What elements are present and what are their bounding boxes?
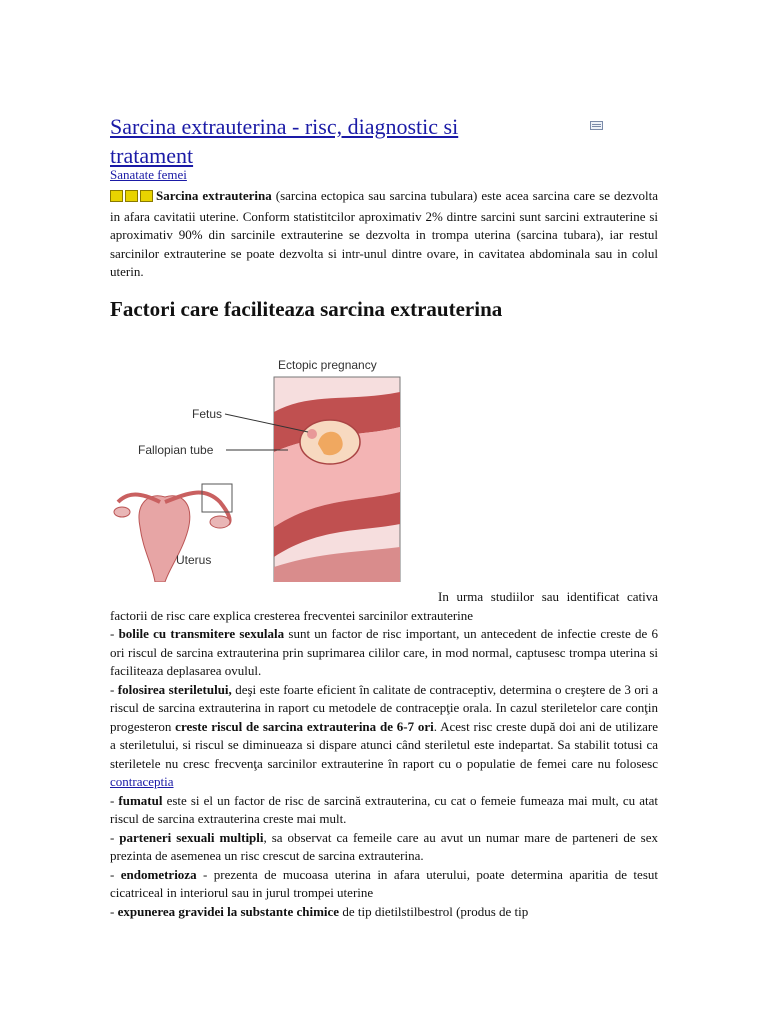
section-heading: Factori care faciliteaza sarcina extrauterina <box>110 297 503 321</box>
factor-endometriosis-text: - prezenta de mucoasa uterina in afara uterului, poate determina aparitia de tesut cicatriceal in interiorul sau in jurul trompei uterine <box>110 866 658 900</box>
factor-chemicals-text: de tip dietilstilbestrol (produs de tip <box>339 903 529 919</box>
factor-smoking-text: este si el un factor de risc de sarcină extrauterina, cu cat o femeie fumeaza mai mult, cu atat riscul de sarcina extrauterina creste mai mult. <box>110 792 658 826</box>
ovary-shape <box>210 516 230 528</box>
factor-iud-text-a: deşi este foarte eficient în calitate de contraceptiv, determina o creştere de 3 ori a riscul de sarcina extrauterina in raport cu metodele de contracepţie orala. In cazul steriletelor care conţin progesteron <box>110 681 658 734</box>
star-icon[interactable] <box>110 190 123 202</box>
factor-smoking-term: fumatul <box>118 792 163 808</box>
rating-stars[interactable] <box>110 189 155 208</box>
label-fetus: Fetus <box>192 407 223 421</box>
factor-partners-term: parteneri sexuali multipli <box>119 829 264 845</box>
intro-term: Sarcina extrauterina <box>156 188 272 203</box>
figure-title: Ectopic pregnancy <box>278 358 377 372</box>
left-ovary-shape <box>114 507 130 517</box>
star-icon[interactable] <box>140 190 153 202</box>
intro-text: (sarcina ectopica sau sarcina tubulara) este acea sarcina care se dezvolta in afara cavitatii uterine. Conform statistitcilor aproximativ 2% dintre sarcini sunt sarcini extrauterine si aproximativ 90% din sarcinile extrauterine se dezvolta in trompa uterina (sarcina tubara), iar restul sarcinilor extrauterine se poate dezvolta si intr-unul dintre ovare, in cavitatea abdominala sau in colul uterin. <box>110 188 659 279</box>
star-icon[interactable] <box>125 190 138 202</box>
intro-paragraph <box>110 187 658 282</box>
factor-iud-bold: creste riscul de sarcina extrauterina de 6-7 ori <box>175 718 434 734</box>
yolk-sac <box>307 429 317 439</box>
factor-std-term: bolile cu transmitere sexulala <box>118 626 285 641</box>
ectopic-pregnancy-figure <box>110 352 410 582</box>
ectopic-pregnancy-illustration <box>110 352 410 582</box>
label-uterus: Uterus <box>176 553 212 567</box>
factor-iud-term: folosirea steriletului, <box>117 681 232 697</box>
risk-factors-text: In urma studiilor sau identificat cativa factorii de risc care explica cresterea frecventei sarcinilor extrauterine - bolile cu transmitere sexulala sunt un factor de risc important, un antecedent de infectie creste de 6 ori riscul de sarcina extrauterina prin suprimarea cililor care, in mod normal, captusesc trompa uterina si faciliteaza deplasarea ovulul. - folosirea steriletului, deşi este foarte eficient în calitate de contraceptiv, determina o creştere de 3 ori a riscul de sarcina extrauterina in raport cu metodele de contracepţie orala. In cazul steriletelor care conţin progesteron creste riscul de sarcina extrauterina de 6-7 ori. Acest risc creste după doi ani de utilizare a steriletului, si riscul se diminueaza si dispare atunci când steriletul este indepartat. Sa stabilit totusi ca steriletele nu cresc frecvenţa sarcinilor extrauterine în raport cu o populatie de femei care nu folosesc contraceptia - fumatul este si el un factor de risc de sarcină extrauterina, cu cat o femeie fumeaza mai mult, cu atat riscul de sarcina extrauterina creste mai mult. - parteneri sexuali multipli, sa observat ca femeile care au avut un numar mare de parteneri de sex prezinta de asemenea un risc crescut de sarcina extrauterina. - endometrioza - prezenta de mucoasa uterina in afara uterului, poate determina aparitia de tesut cicatriceal in interiorul sau in jurul trompei uterine - expunerea gravidei la substante chimice de tip dietilstilbestrol (produs de tip <box>110 589 658 919</box>
factor-partners-text: , sa observat ca femeile care au avut un numar mare de parteneri de sex prezinta de asemenea un risc crescut de sarcina extrauterina. <box>110 829 658 863</box>
factor-chemicals-term: expunerea gravidei la substante chimice <box>117 903 340 919</box>
factor-iud-text-b: . Acest risc creste după doi ani de utilizare a steriletului, si riscul se diminueaza si dispare atunci când steriletul este indepartat. Sa stabilit totusi ca steriletele nu cresc frecvenţa sarcinilor extrauterine în raport cu o populatie de femei care nu folosesc <box>110 718 658 771</box>
label-tube: Fallopian tube <box>138 443 214 457</box>
email-icon[interactable] <box>590 121 603 130</box>
article-title-link[interactable]: Sarcina extrauterina - risc, diagnostic si tratament <box>110 114 459 168</box>
contraception-link[interactable]: contraceptia <box>110 774 174 789</box>
factors-lead: In urma studiilor sau identificat cativa factorii de risc care explica cresterea frecventei sarcinilor extrauterine <box>110 589 658 623</box>
factor-endometriosis-term: endometrioza <box>120 866 197 882</box>
uterus-shape <box>139 496 190 582</box>
category-link[interactable]: Sanatate femei <box>110 167 187 182</box>
factor-std-text: sunt un factor de risc important, un antecedent de infectie creste de 6 ori riscul de sarcina extrauterina prin suprimarea cililor care, in mod normal, captusesc trompa uterina si faciliteaza deplasarea ovulul. <box>110 626 658 678</box>
